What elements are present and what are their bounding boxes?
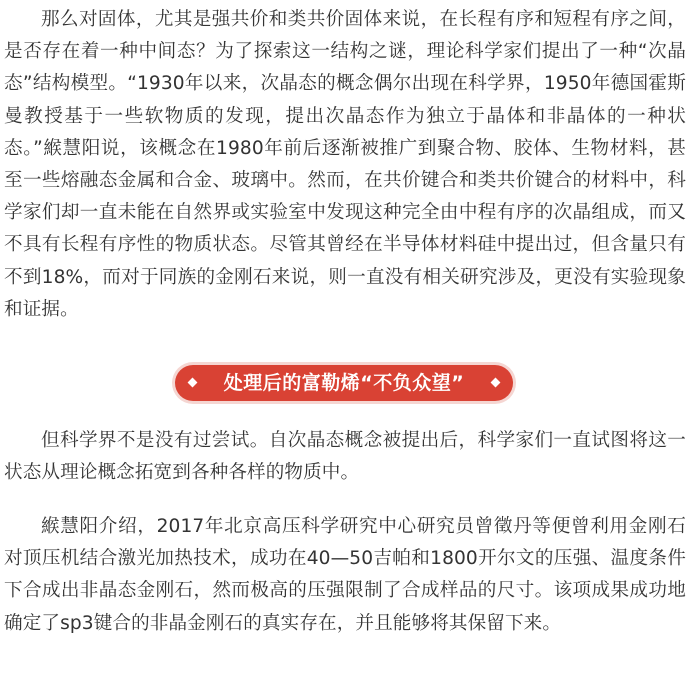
section-heading: 处理后的富勒烯“不负众望” [223, 372, 465, 394]
paragraph: 但科学界不是没有过尝试。自次晶态概念被提出后，科学家们一直试图将这一状态从理论概念拓宽到各种各样的物质中。 [4, 430, 686, 484]
paragraph: 那么对固体，尤其是强共价和类共价固体来说，在长程有序和短程有序之间，是否存在着一种中间态？为了探索这一结构之谜，理论科学家们提出了一种“次晶态”结构模型。“1930年以来，次晶态的概念偶尔出现在科学界，1950年德国霍斯曼教授基于一些软物质的发现，提出次晶态作为独立于晶体和非晶体的一种状态。”緱慧阳说，该概念在1980年前后逐渐被推广到聚合物、胶体、生物材料，甚至一些熔融态金属和合金、玻璃中。然而，在共价键合和类共价键合的材料中，科学家们却一直未能在自然界或实验室中发现这种完全由中程有序的次晶组成，而又不具有长程有序性的物质状态。尽管其曾经在半导体材料硅中提出过，但含量只有不到18%，而对于同族的金刚石来说，则一直没有相关研究涉及，更没有实验现象和证据。 [4, 9, 686, 320]
section-heading-pill [175, 365, 513, 401]
paragraph: 緱慧阳介绍，2017年北京高压科学研究中心研究员曾徵丹等便曾利用金刚石对顶压机结合激光加热技术，成功在40—50吉帕和1800开尔文的压强、温度条件下合成出非晶态金刚石，然而极高的压强限制了合成样品的尺寸。该项成果成功地确定了sp3键合的非晶金刚石的真实存在，并且能够将其保留下来。 [4, 516, 686, 634]
section-heading-banner [0, 356, 688, 412]
